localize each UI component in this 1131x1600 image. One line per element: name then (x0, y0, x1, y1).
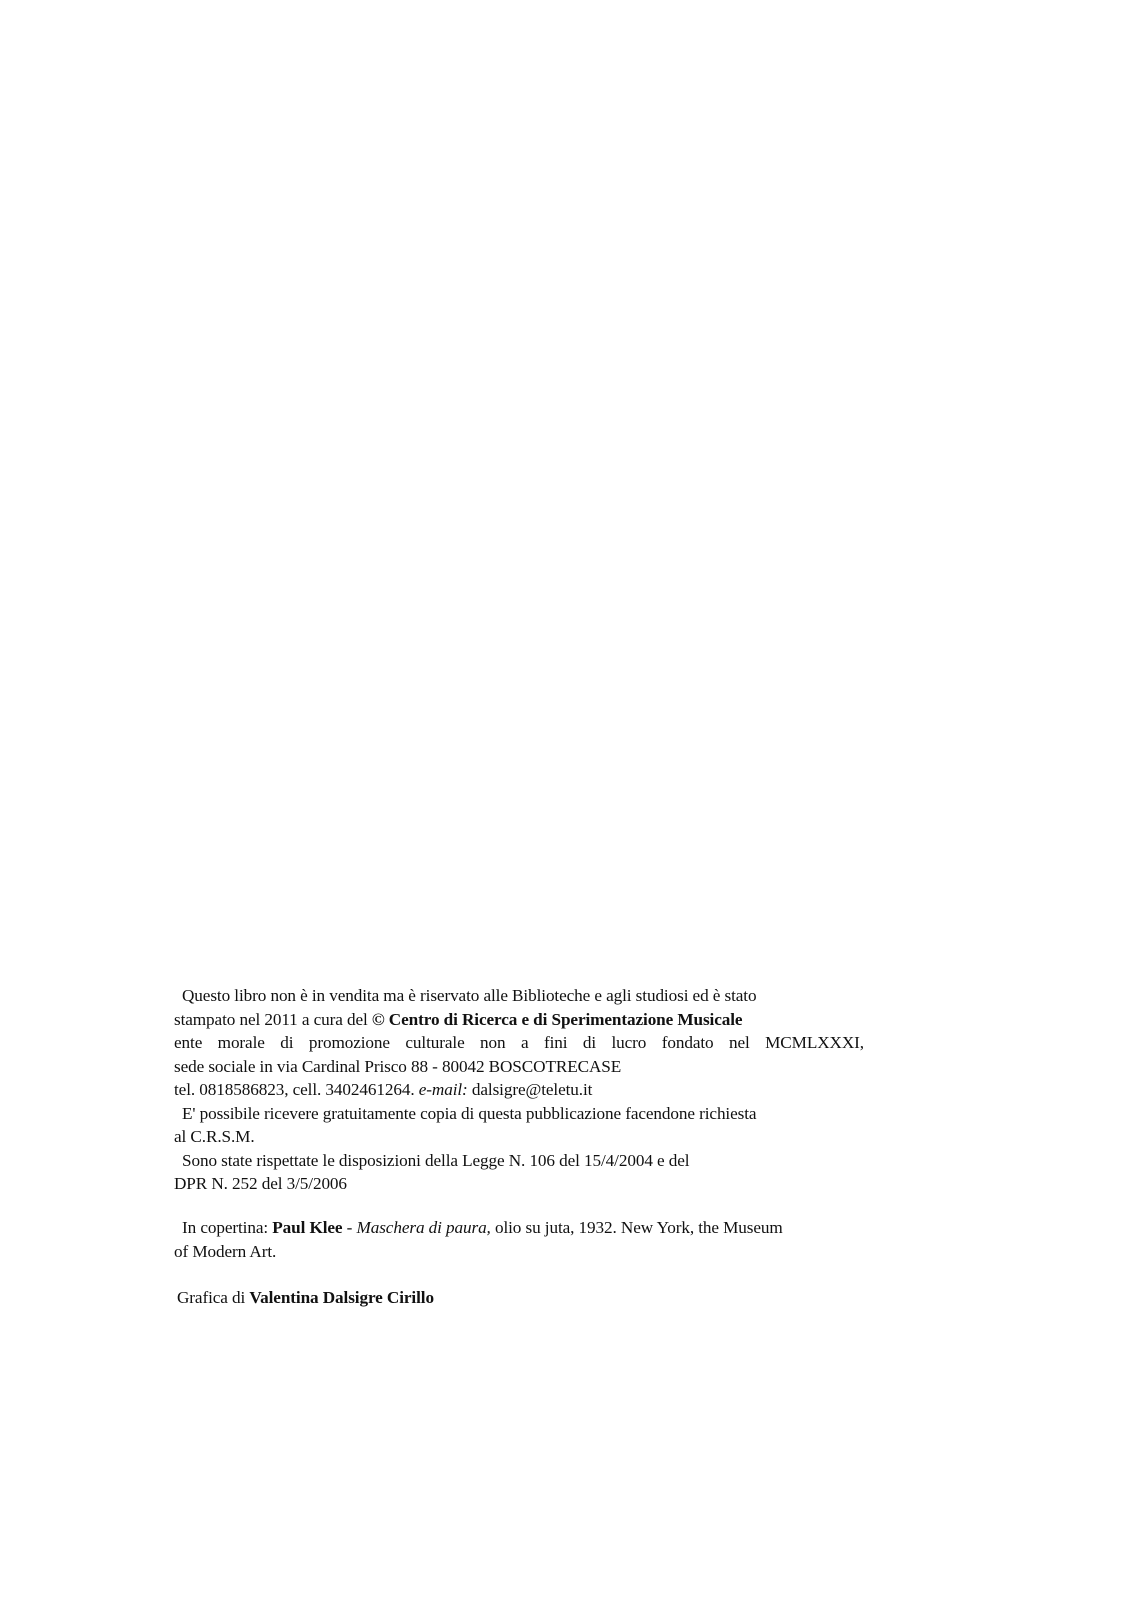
publisher-name: © Centro di Ricerca e di Sperimentazione Musicale (371, 1009, 743, 1029)
imprint-address: sede sociale in via Cardinal Prisco 88 - 80042 BOSCOTRECASE (174, 1056, 622, 1076)
imprint-line-2 (174, 1008, 894, 1032)
cover-label: In copertina: (182, 1218, 273, 1237)
imprint-line-9: DPR N. 252 del 3/5/2006 (174, 1174, 347, 1193)
imprint-contacts (174, 1078, 894, 1102)
artist-name: Paul Klee (272, 1218, 343, 1237)
imprint-line-2-text: stampato nel 2011 a cura del (174, 1009, 372, 1029)
designer-name: Valentina Dalsigre Cirillo (249, 1288, 434, 1307)
artwork-details: olio su juta, 1932. New York, the Museum (490, 1218, 783, 1237)
imprint-line-8: Sono state rispettate le disposizioni della Legge N. 106 del 15/4/2004 e del (182, 1150, 690, 1170)
imprint-notice (174, 984, 894, 1196)
imprint-line-3: ente morale di promozione culturale non a fini di lucro fondato nel MCMLXXXI, (174, 1033, 864, 1052)
phone-numbers: tel. 0818586823, cell. 3402461264. (174, 1080, 419, 1099)
graphics-credit (174, 1286, 894, 1310)
cover-line-2: of Modern Art. (174, 1241, 277, 1261)
email-label: e-mail: (418, 1080, 468, 1099)
cover-credit (174, 1216, 894, 1263)
credits-line (174, 1286, 894, 1310)
cover-line-1 (174, 1216, 894, 1240)
cover-separator: - (342, 1218, 357, 1237)
imprint-line-1: Questo libro non è in vendita ma è riservato alle Biblioteche e agli studiosi ed è stato (182, 986, 757, 1005)
imprint-line-6: E' possibile ricevere gratuitamente copia di questa pubblicazione facendone richiesta (182, 1103, 757, 1123)
artwork-title: Maschera di paura, (356, 1218, 491, 1237)
email-address: dalsigre@teletu.it (467, 1080, 593, 1099)
imprint-line-7: al C.R.S.M. (174, 1127, 255, 1146)
credits-label: Grafica di (177, 1288, 250, 1307)
